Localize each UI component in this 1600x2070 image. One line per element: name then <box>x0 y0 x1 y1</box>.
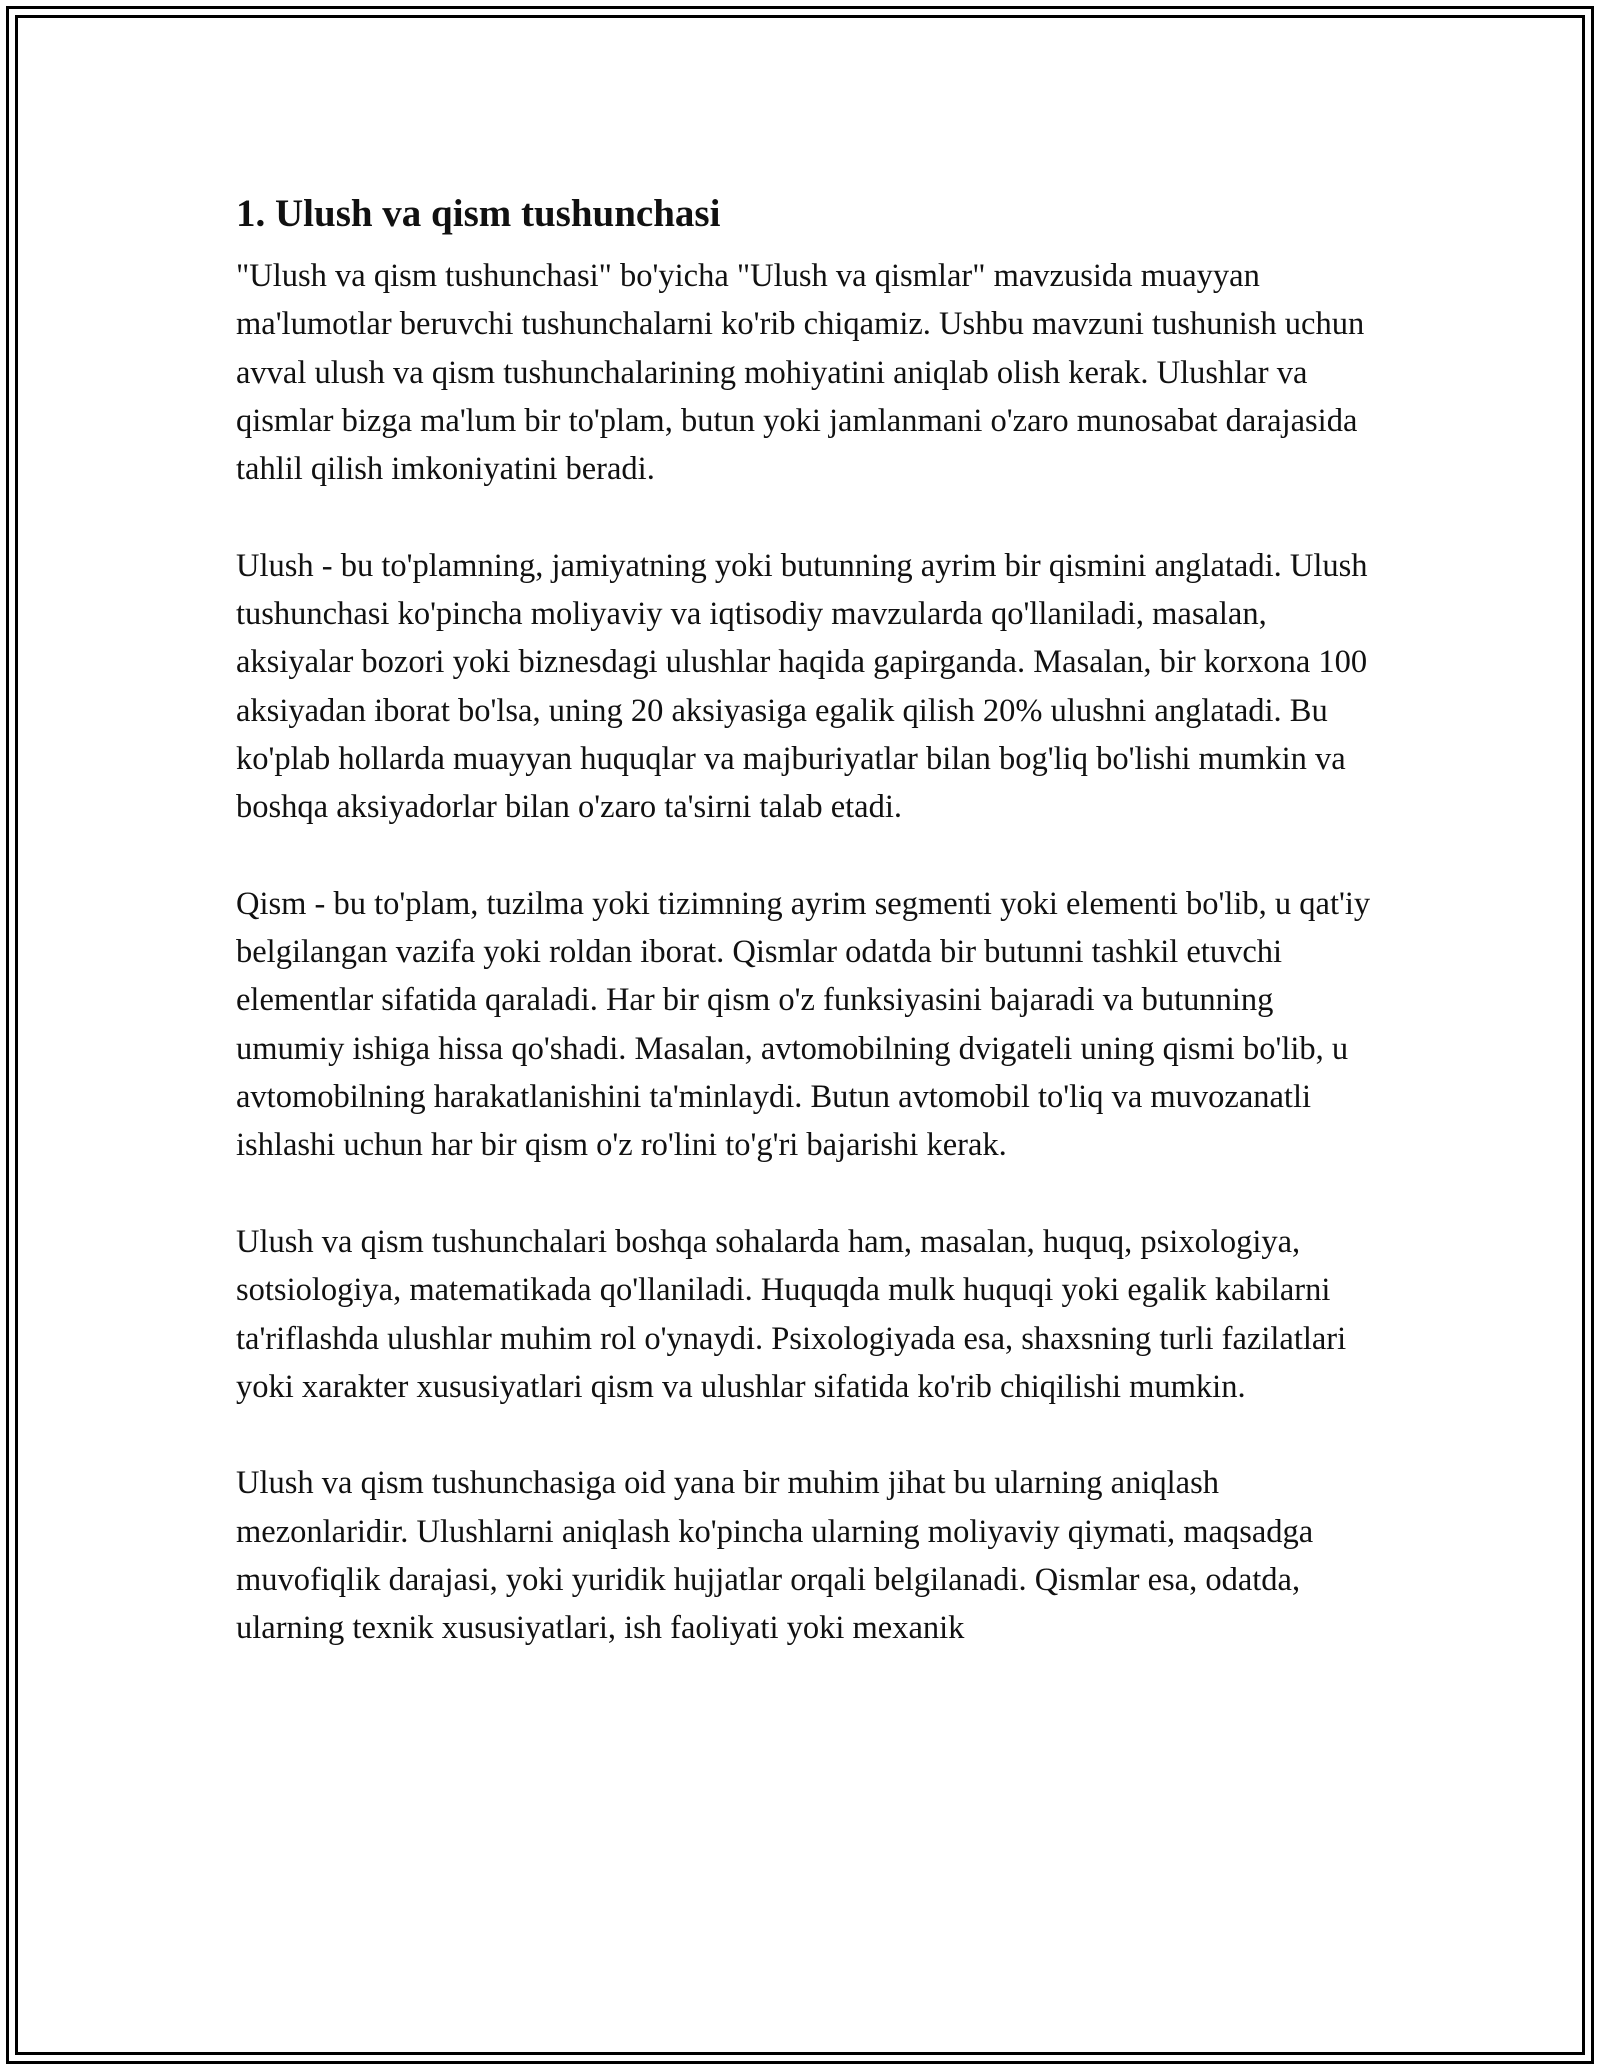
paragraph-criteria: Ulush va qism tushunchasiga oid yana bir muhim jihat bu ularning aniqlash mezonlaridir. Ulushlarni aniqlash ko'pincha ularning moliyaviy qiymati, maqsadga muvofiqlik darajasi, yoki yuridik hujjatlar orqali belgilanadi. Qismlar esa, odatda, ularning texnik xususiyatlari, ish faoliyati yoki mexanik <box>236 1465 1314 1647</box>
paragraph-other-fields: Ulush va qism tushunchalari boshqa sohalarda ham, masalan, huquq, psixologiya, sotsiologiya, matematikada qo'llaniladi. Huquqda mulk huquqi yoki egalik kabilarni ta'riflashda ulushlar muhim rol o'ynaydi. Psixologiyada esa, shaxsning turli fazilatlari yoki xarakter xususiyatlari qism va ulushlar sifatida ko'rib chiqilishi mumkin. <box>236 1223 1347 1405</box>
paragraph-ulush: Ulush - bu to'plamning, jamiyatning yoki butunning ayrim bir qismini anglatadi. Ulush tushunchasi ko'pincha moliyaviy va iqtisodiy mavzularda qo'llaniladi, masalan, aksiyalar bozori yoki biznesdagi ulushlar haqida gapirganda. Masalan, bir korxona 100 aksiyadan iborat bo'lsa, uning 20 aksiyasiga egalik qilish 20% ulushni anglatadi. Bu ko'plab hollarda muayyan huquqlar va majburiyatlar bilan bog'liq bo'lishi mumkin va boshqa aksiyadorlar bilan o'zaro ta'sirni talab etadi. <box>236 547 1368 826</box>
section-heading: 1. Ulush va qism tushunchasi <box>236 192 721 235</box>
document-body <box>236 186 1386 1701</box>
paragraph-qism: Qism - bu to'plam, tuzilma yoki tizimning ayrim segmenti yoki elementi bo'lib, u qat'iy belgilangan vazifa yoki roldan iborat. Qismlar odatda bir butunni tashkil etuvchi elementlar sifatida qaraladi. Har bir qism o'z funksiyasini bajaradi va butunning umumiy ishiga hissa qo'shadi. Masalan, avtomobilning dvigateli uning qismi bo'lib, u avtomobilning harakatlanishini ta'minlaydi. Butun avtomobil to'liq va muvozanatli ishlashi uchun har bir qism o'z ro'lini to'g'ri bajarishi kerak. <box>236 885 1371 1164</box>
paragraph-intro: "Ulush va qism tushunchasi" bo'yicha "Ulush va qismlar" mavzusida muayyan ma'lumotlar beruvchi tushunchalarni ko'rib chiqamiz. Ushbu mavzuni tushunish uchun avval ulush va qism tushunchalarining mohiyatini aniqlab olish kerak. Ulushlar va qismlar bizga ma'lum bir to'plam, butun yoki jamlanmani o'zaro munosabat darajasida tahlil qilish imkoniyatini beradi. <box>236 258 1365 488</box>
